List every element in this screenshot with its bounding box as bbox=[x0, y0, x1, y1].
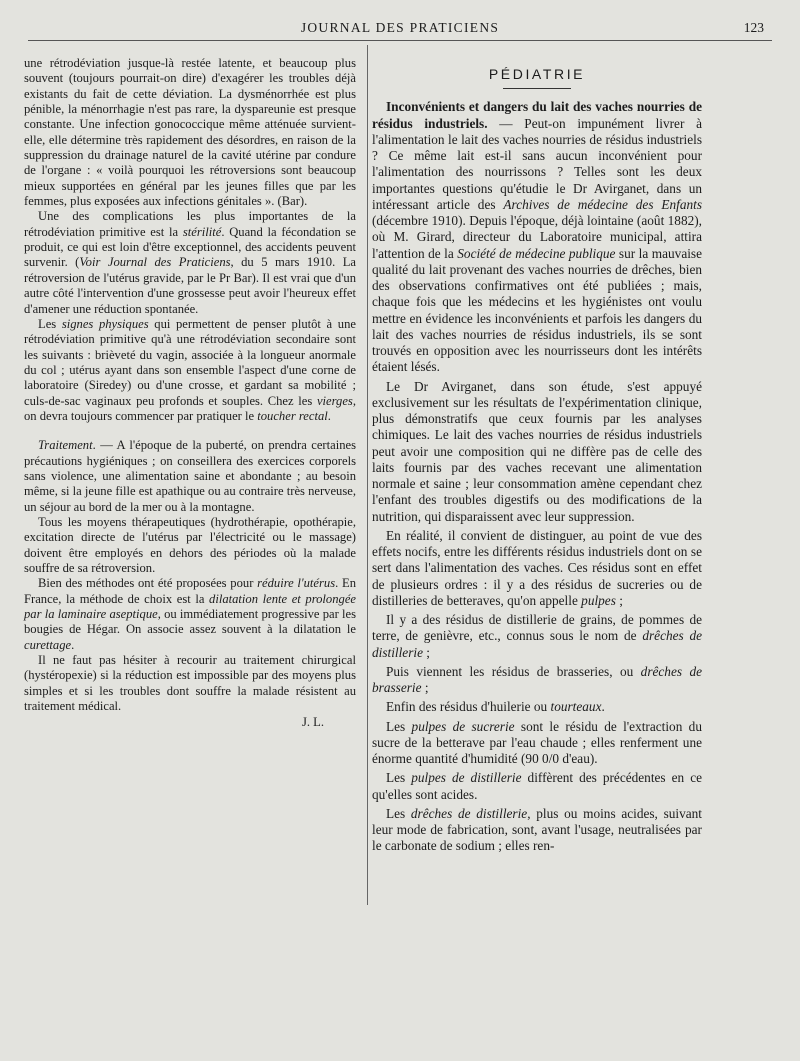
running-header bbox=[28, 14, 772, 41]
section-rule bbox=[503, 88, 571, 89]
left-column bbox=[24, 56, 356, 731]
section-title: PÉDIATRIE bbox=[488, 66, 586, 82]
paragraph: Une des complications les plus importantes de la rétrodéviation primitive est la stérilité. Quand la fécondation se produit, ce qui est loin d'être exceptionnel, des accidents peuvent survenir. (Voir Journal des Praticiens, du 5 mars 1910. La rétroversion de l'utérus gravide, par le Pr Bar). Il est vrai que d'un autre côté l'intervention d'une grossesse peut avoir l'heureux effet d'amener une réduction spontanée. bbox=[24, 209, 356, 316]
paragraph: Les pulpes de distillerie diffèrent des précédentes en ce qu'elles sont acides. bbox=[372, 770, 702, 802]
paragraph: Enfin des résidus d'huilerie ou tourteaux. bbox=[386, 699, 605, 715]
paragraph: Puis viennent les résidus de brasseries, ou drêches de brasserie ; bbox=[372, 663, 702, 695]
journal-title: JOURNAL DES PRATICIENS bbox=[300, 20, 500, 35]
paragraph: Le Dr Avirganet, dans son étude, s'est appuyé exclusivement sur les résultats de l'expérimentation clinique, plus démonstratifs que ceux fournis par les analyses chimiques. Le lait des vaches nourries de résidus industriels peut avoir une composition qui ne diffère pas de celle des laits fournis par des vaches recevant une alimentation normale et saine ; leur consommation amène cependant chez l'enfant des troubles digestifs ou des modifications de la nutrition, qui disparaissent avec leur suppression. bbox=[372, 378, 702, 524]
paragraph: En réalité, il convient de distinguer, au point de vue des effets nocifs, entre les différents résidus industriels dont on se sert dans l'alimentation des vaches. Ces résidus sont en effet de plusieurs ordres : il y a des résidus de sucreries ou de distilleries de betteraves, qu'on appelle pulpes ; bbox=[372, 527, 702, 608]
paragraph: Tous les moyens thérapeutiques (hydrothérapie, opothérapie, excitation directe de l'utérus par l'électricité ou le massage) doivent être employés en dehors des périodes où la malade souffre de sa rétroversion. bbox=[24, 514, 356, 575]
paragraph: Il y a des résidus de distillerie de grains, de pommes de terre, de genièvre, etc., connus sous le nom de drêches de distillerie ; bbox=[372, 612, 702, 660]
column-divider bbox=[367, 45, 368, 905]
paragraph: une rétrodéviation jusque-là restée latente, et beaucoup plus souvent (toujours pourrait-on dire) d'exagérer les troubles déjà existants du fait de cette déviation. La dysménorrhée est plus pénible, la ménorrhagie n'est pas rare, la dyspareunie est presque constante. Une infection gonococcique même atténuée survient-elle, elle détermine très rapidement des désordres, en raison de la suppression du drainage naturel de la cavité utérine par condure de l'organe : « voilà pourquoi les rétroversions sont beaucoup mieux supportées en général par les jeunes filles que par les femmes, plus exposées aux infections génitales ». (Bar). bbox=[24, 56, 356, 209]
paragraph: Traitement. — A l'époque de la puberté, on prendra certaines précautions hygiéniques ; on conseillera des exercices corporels sans violence, une alimentation saine et abondante ; au besoin même, si la jeune fille est apathique ou au contraire très nerveuse, un séjour au bord de la mer ou à la montagne. bbox=[24, 438, 356, 514]
paragraph: Les signes physiques qui permettent de penser plutôt à une rétrodéviation primitive qu'à une rétrodéviation secondaire sont les suivants : brièveté du vagin, associée à la longueur anormale du col ; utérus ayant dans son ensemble l'aspect d'une corne de laboratoire (Siredey) ou d'une crosse, et gardant sa mobilité ; culs-de-sac vaginaux peu profonds et souples. Chez les vierges, on devra toujours commencer par pratiquer le toucher rectal. bbox=[24, 316, 356, 423]
right-column bbox=[372, 56, 702, 855]
author-signature: J. L. bbox=[301, 715, 324, 730]
paragraph: Il ne faut pas hésiter à recourir au traitement chirurgical (hystéropexie) si la réduction est impossible par des moyens plus simples et si les troubles dont souffre la malade résistent au traitement médical. bbox=[24, 653, 356, 714]
paragraph: Bien des méthodes ont été proposées pour réduire l'utérus. En France, la méthode de choix est la dilatation lente et prolongée par la laminaire aseptique, ou immédiatement progressive par les bougies de Hégar. On associe assez souvent à la dilatation le curettage. bbox=[24, 576, 356, 652]
paragraph: Les drêches de distillerie, plus ou moins acides, suivant leur mode de fabrication, sont, avant l'usage, neutralisées par le carbonate de sodium ; elles ren- bbox=[372, 805, 702, 854]
paragraph: Les pulpes de sucrerie sont le résidu de l'extraction du sucre de la betterave par l'eau chaude ; elles renferment une énorme quantité d'humidité (90 0/0 d'eau). bbox=[372, 718, 702, 766]
page-number: 123 bbox=[743, 20, 764, 35]
paragraph: Inconvénients et dangers du lait des vaches nourries de résidus industriels. — Peut-on impunément livrer à l'alimentation le lait des vaches nourries de résidus industriels ? Ce même lait est-il sans aucun inconvénient pour l'alimentation des nourrissons ? Telles sont les deux importantes questions qu'étudie le Dr Avirganet, dans un intéressant article des Archives de médecine des Enfants (décembre 1910). Depuis l'époque, déjà lointaine (août 1882), où M. Girard, directeur du Laboratoire municipal, attira l'attention de la Société de médecine publique sur la mauvaise qualité du lait provenant des vaches nourries de drêches, bien des observations confirmatives ont été publiées ; mais, chaque fois que les médecins et les hygiénistes ont voulu mettre en évidence les inconvénients et parfois les dangers du lait des vaches nourries de résidus industriels, ils se sont trouvés en opposition avec les nourrisseurs dont les intérêts étaient lésés. bbox=[372, 99, 703, 375]
